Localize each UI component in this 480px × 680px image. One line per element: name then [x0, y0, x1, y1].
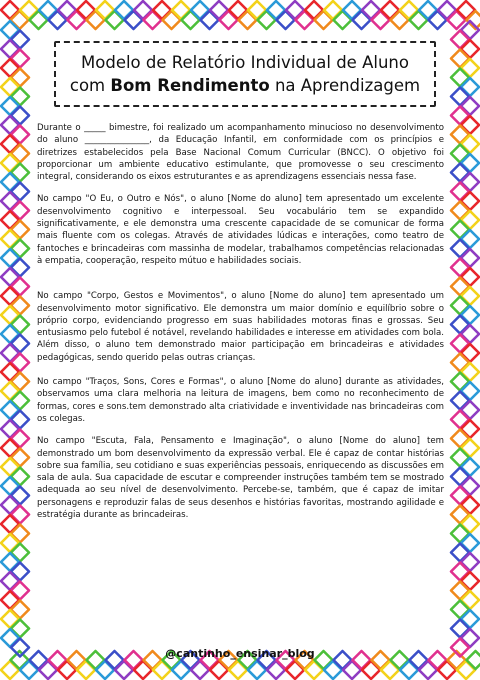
border-diamond	[11, 430, 29, 448]
border-diamond	[1, 496, 19, 514]
title-line-1: Modelo de Relatório Individual de Aluno	[81, 53, 409, 72]
border-diamond	[125, 11, 143, 29]
border-diamond	[11, 354, 29, 372]
title-line-2-end: na Aprendizagem	[269, 76, 421, 95]
footer-handle: @cantinho_ensinar_blog	[165, 647, 315, 660]
border-diamond	[11, 525, 29, 543]
border-diamond	[87, 11, 105, 29]
border-diamond	[457, 1, 475, 19]
border-diamond	[258, 11, 276, 29]
border-diamond	[11, 316, 29, 334]
border-diamond	[11, 240, 29, 258]
border-diamond	[115, 661, 133, 679]
border-diamond	[461, 97, 479, 115]
border-diamond	[461, 534, 479, 552]
border-diamond	[1, 401, 19, 419]
border-diamond	[11, 278, 29, 296]
border-diamond	[381, 661, 399, 679]
border-diamond	[1, 21, 19, 39]
border-diamond	[461, 211, 479, 229]
border-diamond	[11, 11, 29, 29]
border-diamond	[353, 11, 371, 29]
border-diamond	[11, 297, 29, 315]
border-diamond	[451, 259, 469, 277]
paragraph-escuta-fala: No campo "Escuta, Fala, Pensamento e Imaginação", o aluno [Nome do aluno] tem demonstrado um bom desenvolvimento da expressão verbal. Ele é capaz de contar histórias sobre sua família, seu cotidiano e suas experiências pessoais, enriquecendo as discussões em sala de aula. Sua capacidade de escutar e compreender instruções também tem se mostrado adequada ao seu nível de desenvolvimento. Percebe-se, também, que é capaz de imitar personagens e reproduzir falas de seus desenhos e histórias favoritas, mostrando agilidade e estratégia durante as brincadeiras.	[37, 436, 444, 521]
border-diamond	[1, 287, 19, 305]
border-diamond	[11, 582, 29, 600]
border-diamond	[11, 335, 29, 353]
border-diamond	[39, 1, 57, 19]
border-diamond	[451, 392, 469, 410]
border-diamond	[451, 297, 469, 315]
border-diamond	[461, 268, 479, 286]
border-diamond	[77, 661, 95, 679]
border-diamond	[451, 69, 469, 87]
border-diamond	[39, 661, 57, 679]
border-diamond	[457, 661, 475, 679]
border-diamond	[461, 287, 479, 305]
border-diamond	[461, 629, 479, 647]
border-diamond	[11, 392, 29, 410]
border-diamond	[451, 145, 469, 163]
border-diamond	[58, 661, 76, 679]
border-diamond	[461, 173, 479, 191]
border-diamond	[324, 661, 342, 679]
border-diamond	[11, 202, 29, 220]
border-diamond	[451, 525, 469, 543]
border-diamond	[451, 164, 469, 182]
report-body	[37, 122, 444, 521]
border-diamond	[461, 306, 479, 324]
border-diamond	[461, 363, 479, 381]
border-diamond	[1, 458, 19, 476]
border-diamond	[451, 278, 469, 296]
border-diamond	[1, 572, 19, 590]
border-diamond	[210, 661, 228, 679]
border-diamond	[1, 40, 19, 58]
border-diamond	[343, 1, 361, 19]
border-diamond	[451, 107, 469, 125]
border-diamond	[220, 11, 238, 29]
border-diamond	[296, 11, 314, 29]
border-diamond	[1, 591, 19, 609]
border-diamond	[461, 420, 479, 438]
border-diamond	[467, 11, 480, 29]
border-diamond	[1, 325, 19, 343]
border-diamond	[58, 1, 76, 19]
border-diamond	[11, 69, 29, 87]
border-diamond	[182, 11, 200, 29]
border-diamond	[451, 582, 469, 600]
border-diamond	[172, 661, 190, 679]
border-diamond	[461, 325, 479, 343]
border-diamond	[343, 661, 361, 679]
border-diamond	[451, 88, 469, 106]
border-diamond	[461, 249, 479, 267]
paragraph-intro: Durante o _____ bimestre, foi realizado um acompanhamento minucioso no desenvolvimento do aluno _______________, da Educação Infantil, em conformidade com os princípios e diretrizes estabelecidos pela Base Nacional Comum Curricular (BNCC). O objetivo foi proporcionar um ambiente educativo estimulante, que promovesse o seu crescimento integral, considerando os eixos estruturantes e as aprendizagens essenciais nessa fase.	[37, 123, 444, 183]
border-diamond	[461, 458, 479, 476]
border-diamond	[267, 1, 285, 19]
border-diamond	[11, 164, 29, 182]
border-diamond	[1, 211, 19, 229]
border-diamond	[11, 31, 29, 49]
border-diamond	[248, 1, 266, 19]
border-diamond	[381, 1, 399, 19]
border-diamond	[461, 344, 479, 362]
border-diamond	[96, 1, 114, 19]
border-diamond	[451, 354, 469, 372]
border-diamond	[451, 31, 469, 49]
border-diamond	[1, 344, 19, 362]
border-diamond	[191, 1, 209, 19]
border-diamond	[461, 192, 479, 210]
border-diamond	[1, 97, 19, 115]
border-diamond	[1, 173, 19, 191]
border-diamond	[68, 11, 86, 29]
border-diamond	[362, 661, 380, 679]
border-diamond	[248, 661, 266, 679]
border-diamond	[11, 544, 29, 562]
border-diamond	[49, 11, 67, 29]
border-diamond	[1, 661, 19, 679]
border-diamond	[11, 107, 29, 125]
border-diamond	[1, 629, 19, 647]
border-diamond	[201, 11, 219, 29]
border-diamond	[461, 116, 479, 134]
paragraph-eu-outro-nos: No campo "O Eu, o Outro e Nós", o aluno [Nome do aluno] tem apresentado um excelente desenvolvimento cognitivo e interpessoal. Seu vocabulário tem se expandido significativamente, e ele demonstra uma crescente capacidade de se comunicar de forma mais fluente com os colegas. Através de atividades lúdicas e interações, como teatro de fantoches e brincadeiras com massinha de modelar, trabalhamos competências relacionadas à empatia, cooperação, respeito mútuo e habilidades sociais.	[37, 194, 444, 266]
border-diamond	[11, 126, 29, 144]
border-diamond	[153, 1, 171, 19]
border-diamond	[11, 50, 29, 68]
border-diamond	[451, 449, 469, 467]
border-diamond	[11, 449, 29, 467]
border-diamond	[410, 11, 428, 29]
border-diamond	[77, 1, 95, 19]
border-diamond	[461, 591, 479, 609]
border-diamond	[172, 1, 190, 19]
border-diamond	[163, 11, 181, 29]
title-box	[54, 41, 436, 107]
border-diamond	[451, 601, 469, 619]
border-diamond	[334, 11, 352, 29]
border-diamond	[362, 1, 380, 19]
border-diamond	[451, 240, 469, 258]
border-diamond	[20, 1, 38, 19]
border-diamond	[451, 411, 469, 429]
border-diamond	[461, 230, 479, 248]
border-diamond	[451, 373, 469, 391]
paragraph-tracos-sons: No campo "Traços, Sons, Cores e Formas", o aluno [Nome do aluno] durante as atividades, observamos uma clara melhoria na leitura de imagens, bem como no reconhecimento de formas, cores e sons.tem demonstrado alta criatividade e inventividade nas brincadeiras com os colegas.	[37, 377, 444, 424]
border-diamond	[96, 661, 114, 679]
border-diamond	[1, 135, 19, 153]
border-diamond	[11, 487, 29, 505]
border-diamond	[1, 534, 19, 552]
border-diamond	[451, 335, 469, 353]
border-diamond	[1, 477, 19, 495]
border-diamond	[153, 661, 171, 679]
border-diamond	[191, 661, 209, 679]
border-diamond	[11, 563, 29, 581]
border-diamond	[1, 154, 19, 172]
border-diamond	[438, 1, 456, 19]
border-diamond	[305, 661, 323, 679]
border-diamond	[1, 420, 19, 438]
border-diamond	[461, 439, 479, 457]
border-diamond	[400, 661, 418, 679]
border-diamond	[267, 661, 285, 679]
border-diamond	[461, 553, 479, 571]
border-diamond	[315, 11, 333, 29]
border-diamond	[324, 1, 342, 19]
border-diamond	[1, 249, 19, 267]
border-diamond	[1, 78, 19, 96]
border-diamond	[400, 1, 418, 19]
border-diamond	[134, 661, 152, 679]
border-diamond	[11, 411, 29, 429]
border-diamond	[11, 620, 29, 638]
border-diamond	[448, 11, 466, 29]
border-diamond	[1, 306, 19, 324]
border-diamond	[461, 154, 479, 172]
border-diamond	[1, 59, 19, 77]
border-diamond	[451, 544, 469, 562]
border-diamond	[451, 563, 469, 581]
border-diamond	[451, 316, 469, 334]
border-diamond	[451, 487, 469, 505]
border-diamond	[1, 382, 19, 400]
border-diamond	[1, 116, 19, 134]
border-diamond	[429, 11, 447, 29]
border-diamond	[451, 620, 469, 638]
border-diamond	[286, 661, 304, 679]
border-diamond	[391, 11, 409, 29]
border-diamond	[461, 572, 479, 590]
paragraph-corpo-gestos: No campo "Corpo, Gestos e Movimentos", o aluno [Nome do aluno] tem apresentado um desenvolvimento motor significativo. Ele demonstra um maior domínio e equilíbrio sobre o próprio corpo, evidenciando progresso em suas habilidades motoras finas e grossas. Seu entusiasmo pelo futebol é notável, revelando habilidades e interesse em atividades com bola. Além disso, o aluno tem demonstrado maior participação em brincadeiras e atividades pedagógicas, sendo querido pelas outras crianças.	[37, 291, 444, 363]
border-diamond	[115, 1, 133, 19]
border-diamond	[461, 610, 479, 628]
border-diamond	[144, 11, 162, 29]
border-diamond	[11, 145, 29, 163]
border-diamond	[461, 40, 479, 58]
title-line-2-start: com	[69, 76, 111, 95]
border-diamond	[239, 11, 257, 29]
border-diamond	[419, 661, 437, 679]
border-diamond	[229, 1, 247, 19]
border-diamond	[461, 135, 479, 153]
border-diamond	[1, 363, 19, 381]
title-line-2	[70, 74, 420, 97]
border-diamond	[451, 126, 469, 144]
border-diamond	[277, 11, 295, 29]
border-diamond	[210, 1, 228, 19]
border-diamond	[451, 506, 469, 524]
border-diamond	[11, 88, 29, 106]
border-diamond	[30, 11, 48, 29]
border-diamond	[1, 268, 19, 286]
border-diamond	[11, 601, 29, 619]
border-diamond	[438, 661, 456, 679]
border-diamond	[461, 515, 479, 533]
title-emphasis: Bom Rendimento	[110, 76, 270, 95]
border-diamond	[451, 50, 469, 68]
border-diamond	[11, 183, 29, 201]
border-diamond	[1, 610, 19, 628]
border-diamond	[461, 59, 479, 77]
border-diamond	[11, 506, 29, 524]
border-diamond	[461, 78, 479, 96]
border-diamond	[229, 661, 247, 679]
border-diamond	[1, 439, 19, 457]
border-diamond	[11, 468, 29, 486]
border-diamond	[451, 221, 469, 239]
border-diamond	[11, 259, 29, 277]
border-diamond	[20, 661, 38, 679]
border-diamond	[461, 382, 479, 400]
border-diamond	[286, 1, 304, 19]
border-diamond	[451, 430, 469, 448]
border-diamond	[1, 230, 19, 248]
border-diamond	[461, 477, 479, 495]
border-diamond	[1, 515, 19, 533]
border-diamond	[1, 1, 19, 19]
border-diamond	[106, 11, 124, 29]
border-diamond	[461, 496, 479, 514]
border-diamond	[134, 1, 152, 19]
border-diamond	[11, 221, 29, 239]
border-diamond	[1, 553, 19, 571]
border-diamond	[1, 192, 19, 210]
border-diamond	[451, 202, 469, 220]
border-diamond	[419, 1, 437, 19]
border-diamond	[461, 401, 479, 419]
border-diamond	[305, 1, 323, 19]
border-diamond	[451, 183, 469, 201]
border-diamond	[451, 468, 469, 486]
border-diamond	[372, 11, 390, 29]
border-diamond	[11, 373, 29, 391]
